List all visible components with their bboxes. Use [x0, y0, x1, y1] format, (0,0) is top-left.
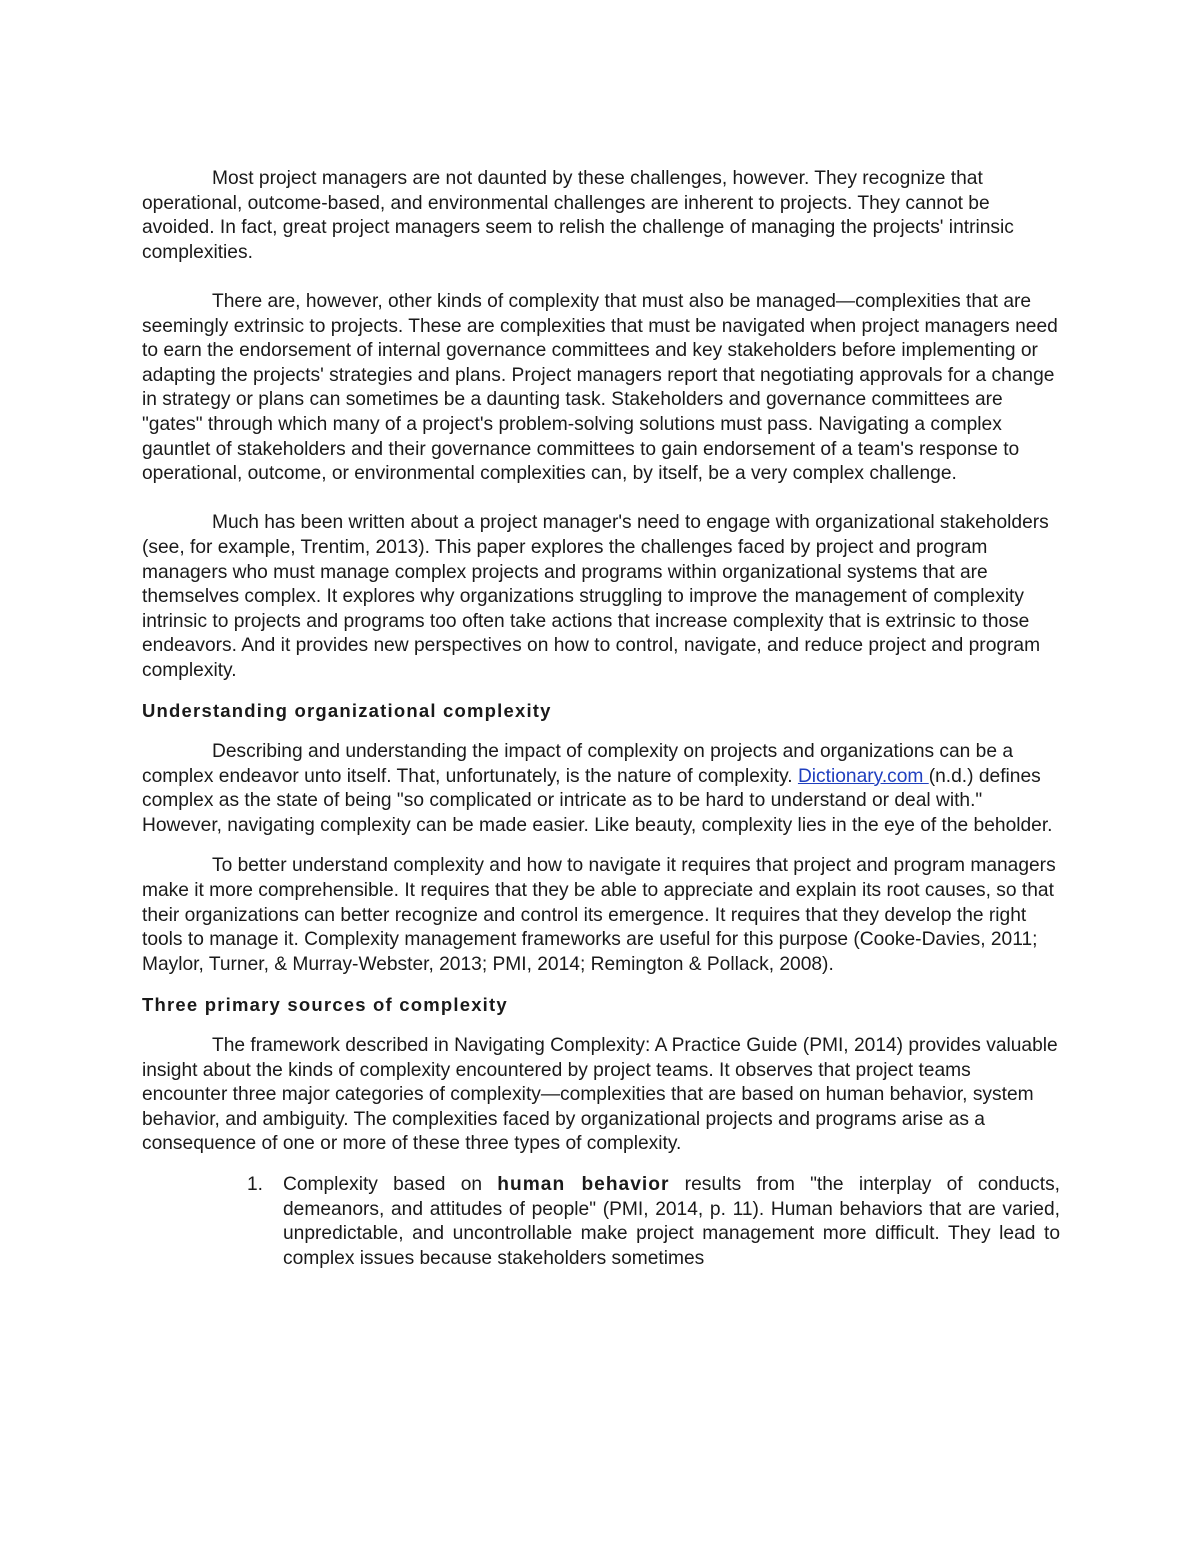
complexity-sources-list	[142, 1173, 1060, 1271]
dictionary-link[interactable]: Dictionary.com	[797, 765, 929, 787]
paragraph-better-understand: To better understand complexity and how to navigate it requires that project and program managers make it more comprehensible. It requires that they be able to appreciate and explain its root causes, so that their organizations can better recognize and control its emergence. It requires that they develop the right tools to manage it. Complexity management frameworks are useful for this purpose (Cooke-Davies, 2011; Maylor, Turner, & Murray-Webster, 2013; PMI, 2014; Remington & Pollack, 2008).	[142, 855, 1056, 975]
paragraph-stakeholders: Much has been written about a project manager's need to engage with organizational stakeholders (see, for example, Trentim, 2013). This paper explores the challenges faced by project and program managers who must manage complex projects and programs within organizational systems that are themselves complex. It explores why organizations struggling to improve the management of complexity intrinsic to projects and programs too often take actions that increase complexity that is extrinsic to those endeavors. And it provides new perspectives on how to control, navigate, and reduce project and program complexity.	[142, 512, 1049, 681]
paragraph-extrinsic-complexity: There are, however, other kinds of complexity that must also be managed—complexities that are seemingly extrinsic to projects. These are complexities that must be navigated when project managers need to earn the endorsement of internal governance committees and key stakeholders before implementing or adapting the projects' strategies and plans. Project managers report that negotiating approvals for a change in strategy or plans can sometimes be a daunting task. Stakeholders and governance committees are "gates" through which many of a project's problem-solving solutions must pass. Navigating a complex gauntlet of stakeholders and their governance committees to gain endorsement of a team's response to operational, outcome, or environmental complexities can, by itself, be a very complex challenge.	[142, 290, 1058, 485]
document-page	[142, 167, 1060, 1271]
list-item-text: Complexity based on	[283, 1173, 498, 1195]
list-item-bold-term: human behavior	[497, 1173, 670, 1195]
paragraph-intro: Most project managers are not daunted by these challenges, however. They recognize that operational, outcome-based, and environmental challenges are inherent to projects. They cannot be avoided. In fact, great project managers seem to relish the challenge of managing the projects' intrinsic complexities.	[142, 168, 1014, 263]
list-number: 1.	[247, 1173, 264, 1195]
paragraph-text-part: (n.d.) defines complex as the state of being "so complicated or intricate as to be hard to understand or deal with." However, navigating complexity can be made easier. Like beauty, complexity lies in the eye of the beholder.	[142, 765, 1053, 836]
paragraph-describing-complexity	[142, 740, 1060, 838]
list-item-text: results from "the interplay of conducts, demeanors, and attitudes of people" (PMI, 2014, p. 11). Human behaviors that are varied, unpredictable, and uncontrollable make project management more difficult. They lead to complex issues because stakeholders sometimes	[283, 1173, 1060, 1269]
list-item	[142, 1173, 1060, 1271]
heading-understanding-complexity: Understanding organizational complexity	[142, 700, 552, 722]
paragraph-framework: The framework described in Navigating Complexity: A Practice Guide (PMI, 2014) provides valuable insight about the kinds of complexity encountered by project teams. It observes that project teams encounter three major categories of complexity—complexities that are based on human behavior, system behavior, and ambiguity. The complexities faced by organizational projects and programs arise as a consequence of one or more of these three types of complexity.	[142, 1035, 1058, 1155]
heading-three-sources: Three primary sources of complexity	[142, 994, 508, 1016]
paragraph-text-part: Describing and understanding the impact of complexity on projects and organizations can be a complex endeavor unto itself. That, unfortunately, is the nature of complexity.	[142, 741, 1014, 787]
